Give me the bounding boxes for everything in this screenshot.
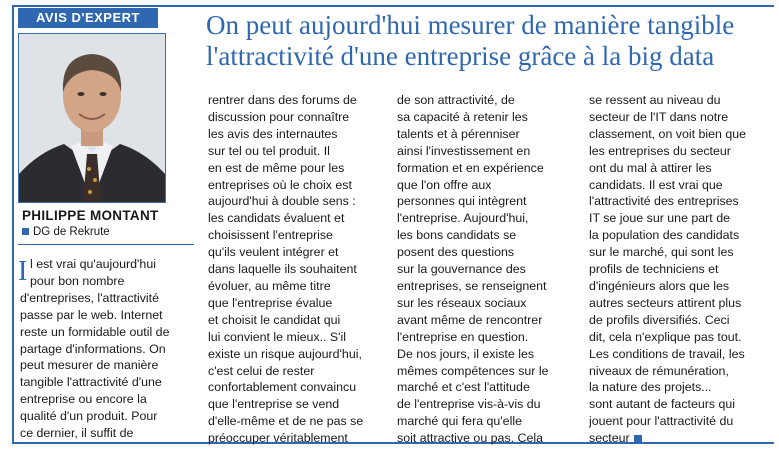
column-line: entreprise ou encore la bbox=[20, 392, 147, 407]
author-separator bbox=[18, 244, 194, 245]
column-line: dans laquelle ils souhaitent bbox=[208, 262, 357, 277]
column-line: classement, on voit bien que bbox=[589, 126, 747, 141]
column-line: dit, cela n'explique pas tout. bbox=[589, 329, 742, 344]
column-line: passe par le web. Internet bbox=[20, 307, 163, 322]
column-line: rentrer dans des forums de bbox=[208, 93, 357, 107]
column-line: autres secteurs attirent plus bbox=[589, 295, 742, 310]
column-line: mêmes compétences sur le bbox=[397, 363, 549, 378]
column-line: talents et à pérenniser bbox=[397, 126, 520, 141]
column-line: c'est celui de rester bbox=[208, 363, 315, 378]
column-line: confortablement convaincu bbox=[208, 380, 357, 395]
column-line: pour bon nombre bbox=[30, 273, 125, 288]
column-line: niveaux de rémunération, bbox=[589, 363, 729, 378]
column-line: ont du mal à attirer les bbox=[589, 160, 712, 175]
column-line: la nature des projets... bbox=[589, 380, 712, 395]
article-column-4 bbox=[589, 92, 767, 447]
column-line: les entreprises du secteur bbox=[589, 143, 731, 158]
column-line: formation et en expérience bbox=[397, 160, 544, 175]
column-line: qualité d'un produit. Pour bbox=[20, 409, 158, 424]
column-line: d'entreprises, l'attractivité bbox=[20, 290, 160, 305]
column-line: évoluer, au même titre bbox=[208, 278, 331, 293]
column-line: et choisit le candidat qui bbox=[208, 312, 341, 327]
column-line: l'entreprise. Aujourd'hui, bbox=[397, 211, 529, 226]
column-line: avant même de rencontrer bbox=[397, 312, 543, 327]
column-line: d'elle-même et de ne pas se bbox=[208, 414, 364, 429]
column-line: sur tel ou tel produit. Il bbox=[208, 143, 330, 158]
column-line: de l'entreprise vis-à-vis du bbox=[397, 397, 541, 412]
author-name: PHILIPPE MONTANT bbox=[22, 208, 159, 223]
headline bbox=[206, 10, 774, 72]
column-line: existe un risque aujourd'hui, bbox=[208, 346, 362, 361]
column-line: De nos jours, il existe les bbox=[397, 346, 535, 361]
column-line: préoccuper véritablement bbox=[208, 431, 348, 446]
column-line: les candidats évaluent et bbox=[208, 211, 345, 226]
column-line: en est de même pour les bbox=[208, 160, 345, 175]
column-line: la population des candidats bbox=[589, 228, 740, 243]
column-line: jouent pour l'attractivité du bbox=[589, 414, 734, 429]
column-line: candidats. Il est vrai que bbox=[589, 177, 723, 192]
column-line: entreprises où le choix est bbox=[208, 177, 352, 192]
column-line: sur la gouvernance des bbox=[397, 262, 526, 277]
column-line: sur le marché, qui sont les bbox=[589, 245, 734, 260]
column-line: se ressent au niveau du bbox=[589, 93, 721, 107]
column-line: reste un formidable outil de bbox=[20, 324, 170, 339]
column-line: aujourd'hui à double sens : bbox=[208, 194, 356, 209]
article-column-3 bbox=[397, 92, 575, 447]
column-line: sur les réseaux sociaux bbox=[397, 295, 527, 310]
column-last-text: secteur bbox=[589, 431, 630, 446]
frame-top-rule bbox=[12, 5, 774, 7]
column-line: qu'ils veulent intégrer et bbox=[208, 245, 339, 260]
column-line: l'attractivité des entreprises bbox=[589, 194, 739, 209]
column-line: sont autant de facteurs qui bbox=[589, 397, 736, 412]
column-line-last bbox=[589, 430, 767, 447]
author-photo bbox=[18, 33, 166, 203]
column-line: que l'entreprise se vend bbox=[208, 397, 340, 412]
column-line: IT se joue sur une part de bbox=[589, 211, 730, 226]
headline-line-2: l'attractivité d'une entreprise grâce à la big data bbox=[206, 41, 715, 71]
column-line: lui convient le mieux.. S'il bbox=[208, 329, 347, 344]
column-line: l'entreprise en question. bbox=[397, 329, 529, 344]
article-column-1 bbox=[20, 256, 198, 442]
column-line: l est vrai qu'aujourd'hui bbox=[30, 257, 156, 271]
column-line: Les conditions de travail, les bbox=[589, 346, 745, 361]
bullet-square-icon bbox=[22, 228, 29, 235]
column-line: les avis des internautes bbox=[208, 126, 338, 141]
column-line: tangible l'attractivité d'une bbox=[20, 375, 162, 390]
drop-cap: I bbox=[18, 256, 28, 287]
column-line: choisissent l'entreprise bbox=[208, 228, 333, 243]
column-line: ainsi l'investissement en bbox=[397, 143, 531, 158]
column-line: personnes qui intègrent bbox=[397, 194, 527, 209]
frame-left-rule bbox=[12, 5, 14, 444]
column-line: d'ingénieurs alors que les bbox=[589, 278, 730, 293]
column-line: posent des questions bbox=[397, 245, 515, 260]
column-line: de son attractivité, de bbox=[397, 93, 515, 107]
column-line: profils de techniciens et bbox=[589, 262, 719, 277]
author-role bbox=[22, 226, 110, 238]
section-badge: AVIS D'EXPERT bbox=[18, 8, 158, 28]
column-line: entreprises, se renseignent bbox=[397, 278, 547, 293]
column-line: ce dernier, il suffit de bbox=[20, 426, 134, 441]
column-line: de profils diversifiés. Ceci bbox=[589, 312, 730, 327]
column-line: que l'on offre aux bbox=[397, 177, 492, 192]
column-line: partage d'informations. On bbox=[20, 341, 166, 356]
column-line: soit attractive ou pas. Cela bbox=[397, 431, 544, 446]
column-line: les bons candidats se bbox=[397, 228, 517, 243]
column-line: sa capacité à retenir les bbox=[397, 109, 528, 124]
column-line: discussion pour connaître bbox=[208, 109, 350, 124]
author-portrait-image bbox=[19, 34, 165, 202]
column-line: que l'entreprise évalue bbox=[208, 295, 333, 310]
headline-line-1: On peut aujourd'hui mesurer de manière tangible bbox=[206, 10, 735, 40]
author-role-text: DG de Rekrute bbox=[33, 226, 110, 238]
column-line: marché qui fera qu'elle bbox=[397, 414, 522, 429]
column-line: peut mesurer de manière bbox=[20, 358, 159, 373]
end-mark-square-icon bbox=[634, 435, 642, 443]
column-line: secteur de l'IT dans notre bbox=[589, 109, 729, 124]
column-line: marché et c'est l'attitude bbox=[397, 380, 530, 395]
article-column-2 bbox=[208, 92, 386, 447]
